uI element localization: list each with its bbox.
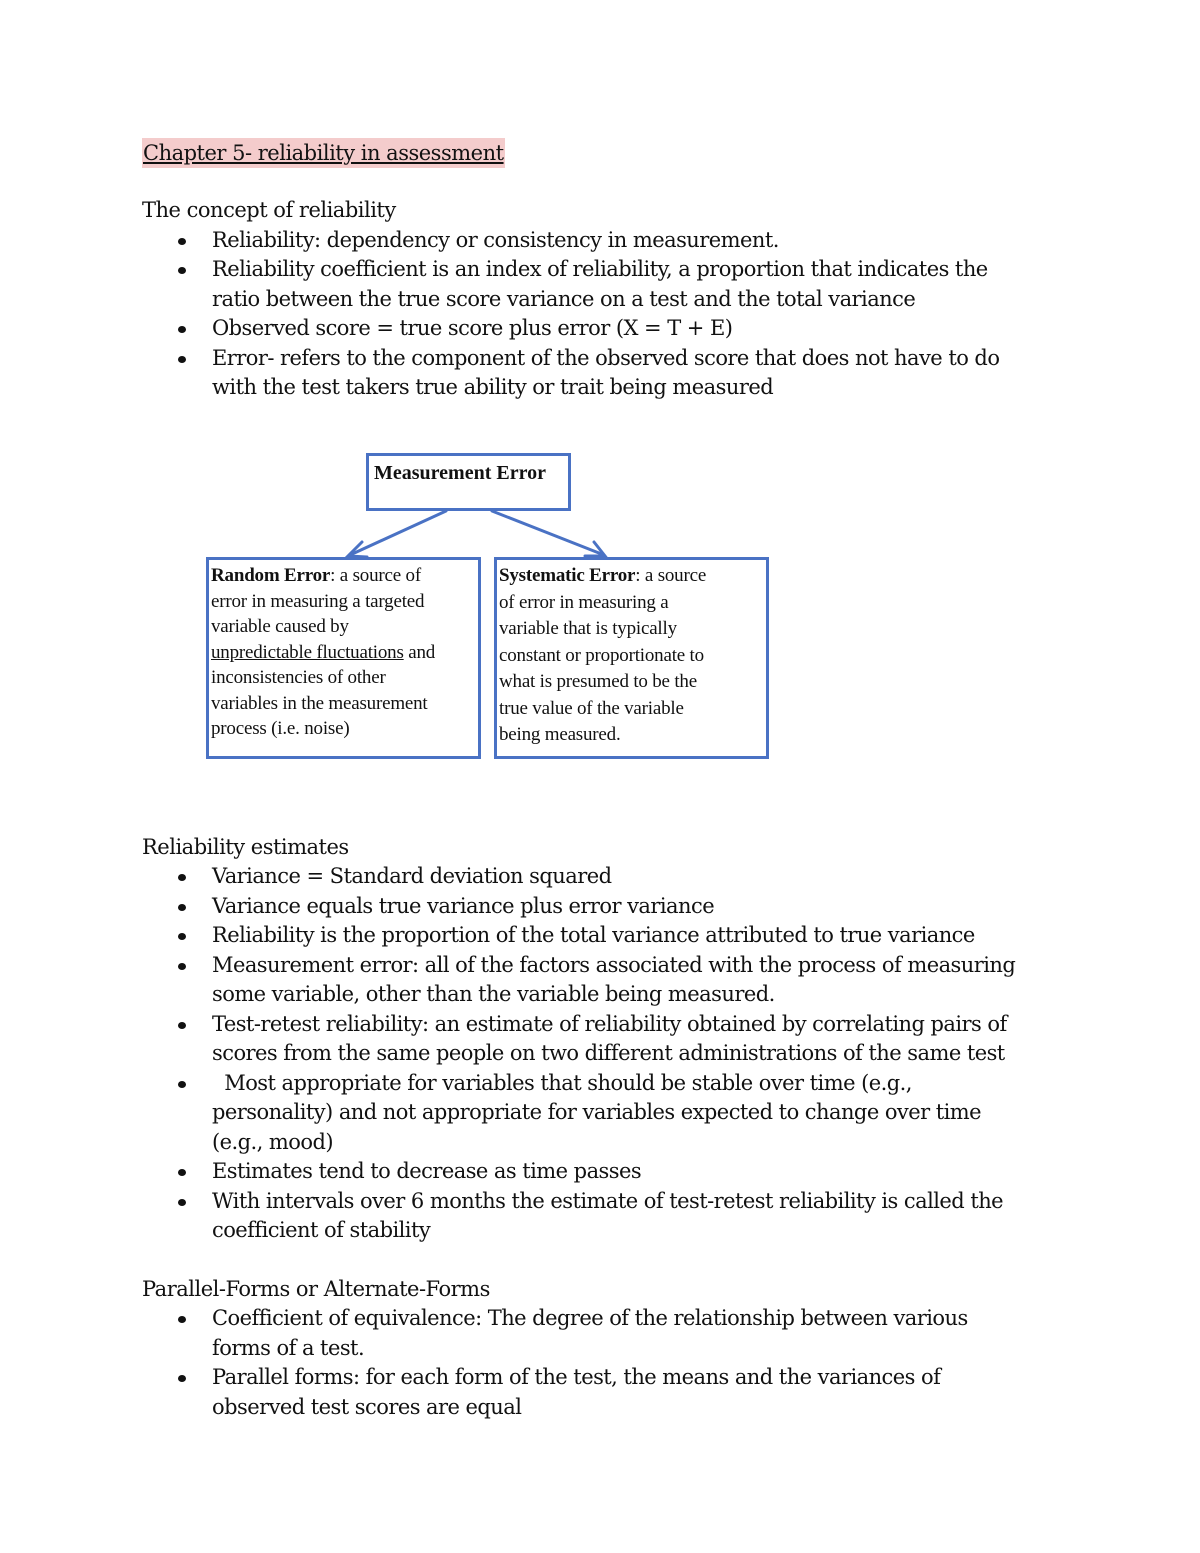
concept-list xyxy=(142,226,1082,403)
list-item: Measurement error: all of the factors associated with the process of measuring some variable, other than the variable being measured. xyxy=(142,951,1082,1010)
section-heading-forms: Parallel-Forms or Alternate-Forms xyxy=(142,1276,490,1301)
measurement-error-diagram xyxy=(200,448,780,768)
bullet-icon xyxy=(178,874,186,881)
bullet-icon xyxy=(178,1081,186,1088)
document-body xyxy=(142,138,1082,1422)
list-item: Parallel forms: for each form of the test, the means and the variances of observed test scores are equal xyxy=(142,1363,1082,1422)
list-item: Most appropriate for variables that should be stable over time (e.g., personality) and not appropriate for variables expected to change over time (e.g., mood) xyxy=(142,1069,1082,1158)
section-heading-estimates: Reliability estimates xyxy=(142,834,349,859)
measurement-error-box xyxy=(366,453,571,511)
list-item: Estimates tend to decrease as time passes xyxy=(142,1157,1082,1187)
list-item: Error- refers to the component of the observed score that does not have to do with the test takers true ability or trait being measured xyxy=(142,344,1082,403)
bullet-icon xyxy=(178,1022,186,1029)
list-item: Variance = Standard deviation squared xyxy=(142,862,1082,892)
forms-list xyxy=(142,1304,1082,1422)
bullet-icon xyxy=(178,267,186,274)
random-error-box xyxy=(206,557,481,759)
bullet-icon xyxy=(178,238,186,245)
bullet-icon xyxy=(178,963,186,970)
estimates-list xyxy=(142,862,1082,1246)
arrow-to-systematic-error xyxy=(492,511,604,555)
list-item: Coefficient of equivalence: The degree of the relationship between various forms of a test. xyxy=(142,1304,1082,1363)
arrow-to-random-error xyxy=(350,511,446,555)
random-error-text: Random Error: a source of error in measuring a targeted variable caused by unpredictable fluctuations and inconsistencies of other variables in the measurement process (i.e. noise) xyxy=(211,565,436,739)
chapter-title: Chapter 5- reliability in assessment xyxy=(142,138,505,168)
systematic-error-text: Systematic Error: a source of error in measuring a variable that is typically constant or proportionate to what is presumed to be the true value of the variable being measured. xyxy=(499,565,707,745)
measurement-error-label: Measurement Error xyxy=(374,462,546,484)
list-item: Observed score = true score plus error (X = T + E) xyxy=(142,314,1082,344)
list-item: Variance equals true variance plus error variance xyxy=(142,892,1082,922)
bullet-icon xyxy=(178,356,186,363)
bullet-icon xyxy=(178,904,186,911)
bullet-icon xyxy=(178,1199,186,1206)
systematic-error-box xyxy=(494,557,769,759)
list-item: Reliability is the proportion of the total variance attributed to true variance xyxy=(142,921,1082,951)
section-heading-concept: The concept of reliability xyxy=(142,198,396,222)
bullet-icon xyxy=(178,326,186,333)
bullet-icon xyxy=(178,1169,186,1176)
bullet-icon xyxy=(178,1375,186,1382)
list-item: Test-retest reliability: an estimate of reliability obtained by correlating pairs of scores from the same people on two different administrations of the same test xyxy=(142,1010,1082,1069)
list-item: Reliability: dependency or consistency in measurement. xyxy=(142,226,1082,256)
list-item: Reliability coefficient is an index of reliability, a proportion that indicates the ratio between the true score variance on a test and the total variance xyxy=(142,255,1082,314)
list-item: With intervals over 6 months the estimate of test-retest reliability is called the coefficient of stability xyxy=(142,1187,1082,1246)
bullet-icon xyxy=(178,1316,186,1323)
bullet-icon xyxy=(178,933,186,940)
